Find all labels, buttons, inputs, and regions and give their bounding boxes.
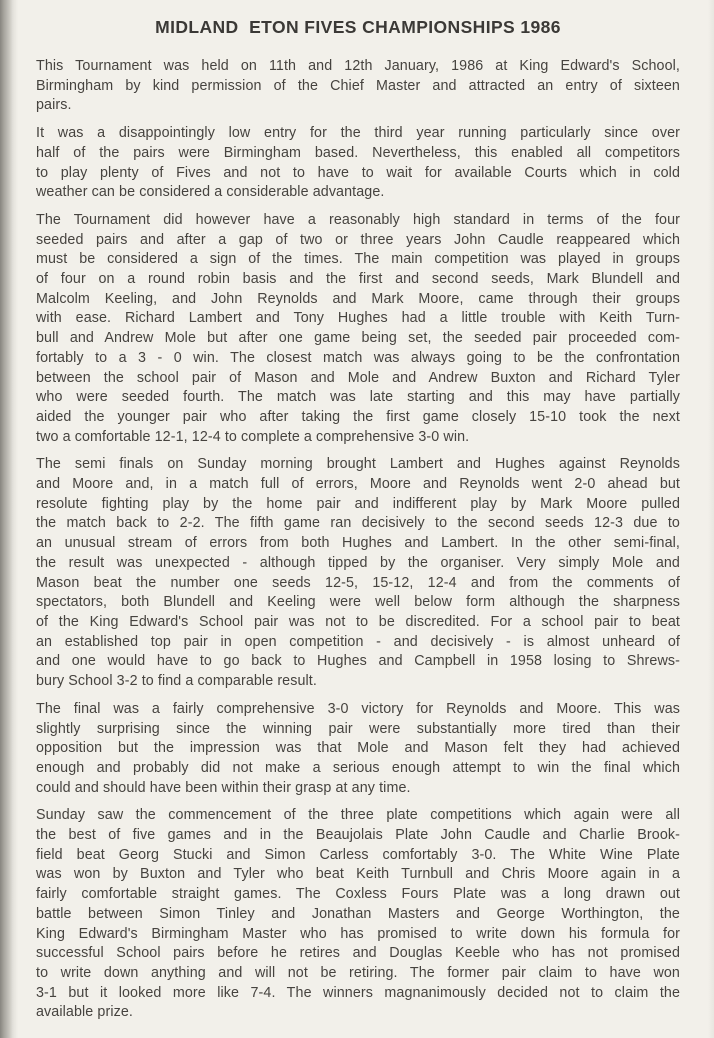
- text-line: to write down anything and will not be retiring. The former pair claim to have won: [36, 964, 680, 981]
- text-line: two a comfortable 12-1, 12-4 to complete a comprehensive 3-0 win.: [36, 428, 470, 445]
- text-line: who were seeded fourth. The match was late starting and this may have partially: [36, 389, 680, 406]
- text-line: battle between Simon Tinley and Jonathan Masters and George Worthington, the: [36, 905, 680, 922]
- text-line: and Moore and, in a match full of errors, Moore and Reynolds went 2-0 ahead but: [36, 476, 680, 493]
- text-line: to play plenty of Fives and not to have to wait for available Courts which in cold: [36, 164, 680, 181]
- text-line: Malcolm Keeling, and John Reynolds and Mark Moore, came through their groups: [36, 290, 680, 307]
- text-line: the best of five games and in the Beaujolais Plate John Caudle and Charlie Brook-: [36, 827, 680, 844]
- text-line: King Edward's Birmingham Master who has promised to write down his formula for: [36, 925, 680, 942]
- text-line: field beat Georg Stucki and Simon Carless comfortably 3-0. The White Wine Plate: [36, 846, 680, 863]
- text-line: The final was a fairly comprehensive 3-0 victory for Reynolds and Moore. This was: [36, 700, 680, 717]
- text-line: bury School 3-2 to find a comparable result.: [36, 673, 317, 690]
- text-line: an established top pair in open competition - and decisively - is almost unheard of: [36, 633, 680, 650]
- text-line: spectators, both Blundell and Keeling were well below form although the sharpness: [36, 594, 680, 611]
- text-line: enough and probably did not make a serious enough attempt to win the final which: [36, 759, 680, 776]
- paragraph: [36, 124, 680, 203]
- scan-edge-shadow-left: [0, 0, 18, 1038]
- text-line: an unusual stream of errors from both Hughes and Lambert. In the other semi-final,: [36, 535, 680, 552]
- text-line: Sunday saw the commencement of the three plate competitions which again were all: [36, 807, 680, 824]
- text-line: The Tournament did however have a reasonably high standard in terms of the four: [36, 211, 680, 228]
- text-line: weather can be considered a considerable advantage.: [36, 184, 385, 201]
- text-line: between the school pair of Mason and Mole and Andrew Buxton and Richard Tyler: [36, 369, 680, 386]
- text-line: resolute fighting play by the home pair and indifferent play by Mark Moore pulled: [36, 495, 680, 512]
- paragraph: [36, 806, 680, 1023]
- text-line: bull and Andrew Mole but after one game being set, the seeded pair proceeded com-: [36, 330, 680, 347]
- page-title: MIDLAND ETON FIVES CHAMPIONSHIPS 1986: [155, 17, 561, 37]
- paragraph: [36, 211, 680, 447]
- text-line: half of the pairs were Birmingham based. Nevertheless, this enabled all competitors: [36, 144, 680, 161]
- text-line: seeded pairs and after a gap of two or three years John Caudle reappeared which: [36, 231, 680, 248]
- text-line: This Tournament was held on 11th and 12th January, 1986 at King Edward's School,: [36, 58, 680, 74]
- text-line: the match back to 2-2. The fifth game ran decisively to the second seeds 12-3 due to: [36, 515, 680, 532]
- text-line: 3-1 but it looked more like 7-4. The winners magnanimously decided not to claim the: [36, 984, 680, 1001]
- text-line: available prize.: [36, 1004, 133, 1021]
- text-line: with ease. Richard Lambert and Tony Hughes had a little trouble with Keith Turn-: [36, 310, 680, 327]
- text-line: successful School pairs before he retires and Douglas Keeble who has not promised: [36, 945, 680, 962]
- scan-edge-shadow-right: [708, 0, 714, 1038]
- text-line: fairly comfortable straight games. The Coxless Fours Plate was a long drawn out: [36, 886, 680, 903]
- text-line: slightly surprising since the winning pair were substantially more tired than their: [36, 720, 680, 737]
- paragraph: [36, 700, 680, 799]
- text-line: could and should have been within their grasp at any time.: [36, 779, 411, 796]
- text-line: was won by Buxton and Tyler who beat Keith Turnbull and Chris Moore again in a: [36, 866, 680, 883]
- document-content: [36, 14, 680, 1031]
- text-line: It was a disappointingly low entry for the third year running particularly since over: [36, 125, 680, 142]
- text-line: the result was unexpected - although tipped by the organiser. Very simply Mole and: [36, 554, 680, 571]
- text-line: of the King Edward's School pair was not to be discredited. For a school pair to beat: [36, 613, 680, 630]
- paragraph: [36, 57, 680, 116]
- text-line: Mason beat the number one seeds 12-5, 15-12, 12-4 and from the comments of: [36, 574, 680, 591]
- text-line: fortably to a 3 - 0 win. The closest match was always going to be the confrontation: [36, 349, 680, 366]
- text-line: of four on a round robin basis and the first and second seeds, Mark Blundell and: [36, 271, 680, 288]
- paragraph: [36, 455, 680, 691]
- text-line: The semi finals on Sunday morning brought Lambert and Hughes against Reynolds: [36, 456, 680, 473]
- text-line: and one would have to go back to Hughes and Campbell in 1958 losing to Shrews-: [36, 653, 680, 670]
- text-line: Birmingham by kind permission of the Chief Master and attracted an entry of sixteen: [36, 77, 680, 94]
- document-paragraphs: [36, 57, 680, 1023]
- text-line: opposition but the impression was that Mole and Mason felt they had achieved: [36, 740, 680, 757]
- text-line: aided the younger pair who after taking the first game closely 15-10 took the next: [36, 408, 680, 425]
- text-line: pairs.: [36, 97, 72, 114]
- text-line: must be considered a sign of the times. The main competition was played in groups: [36, 251, 680, 268]
